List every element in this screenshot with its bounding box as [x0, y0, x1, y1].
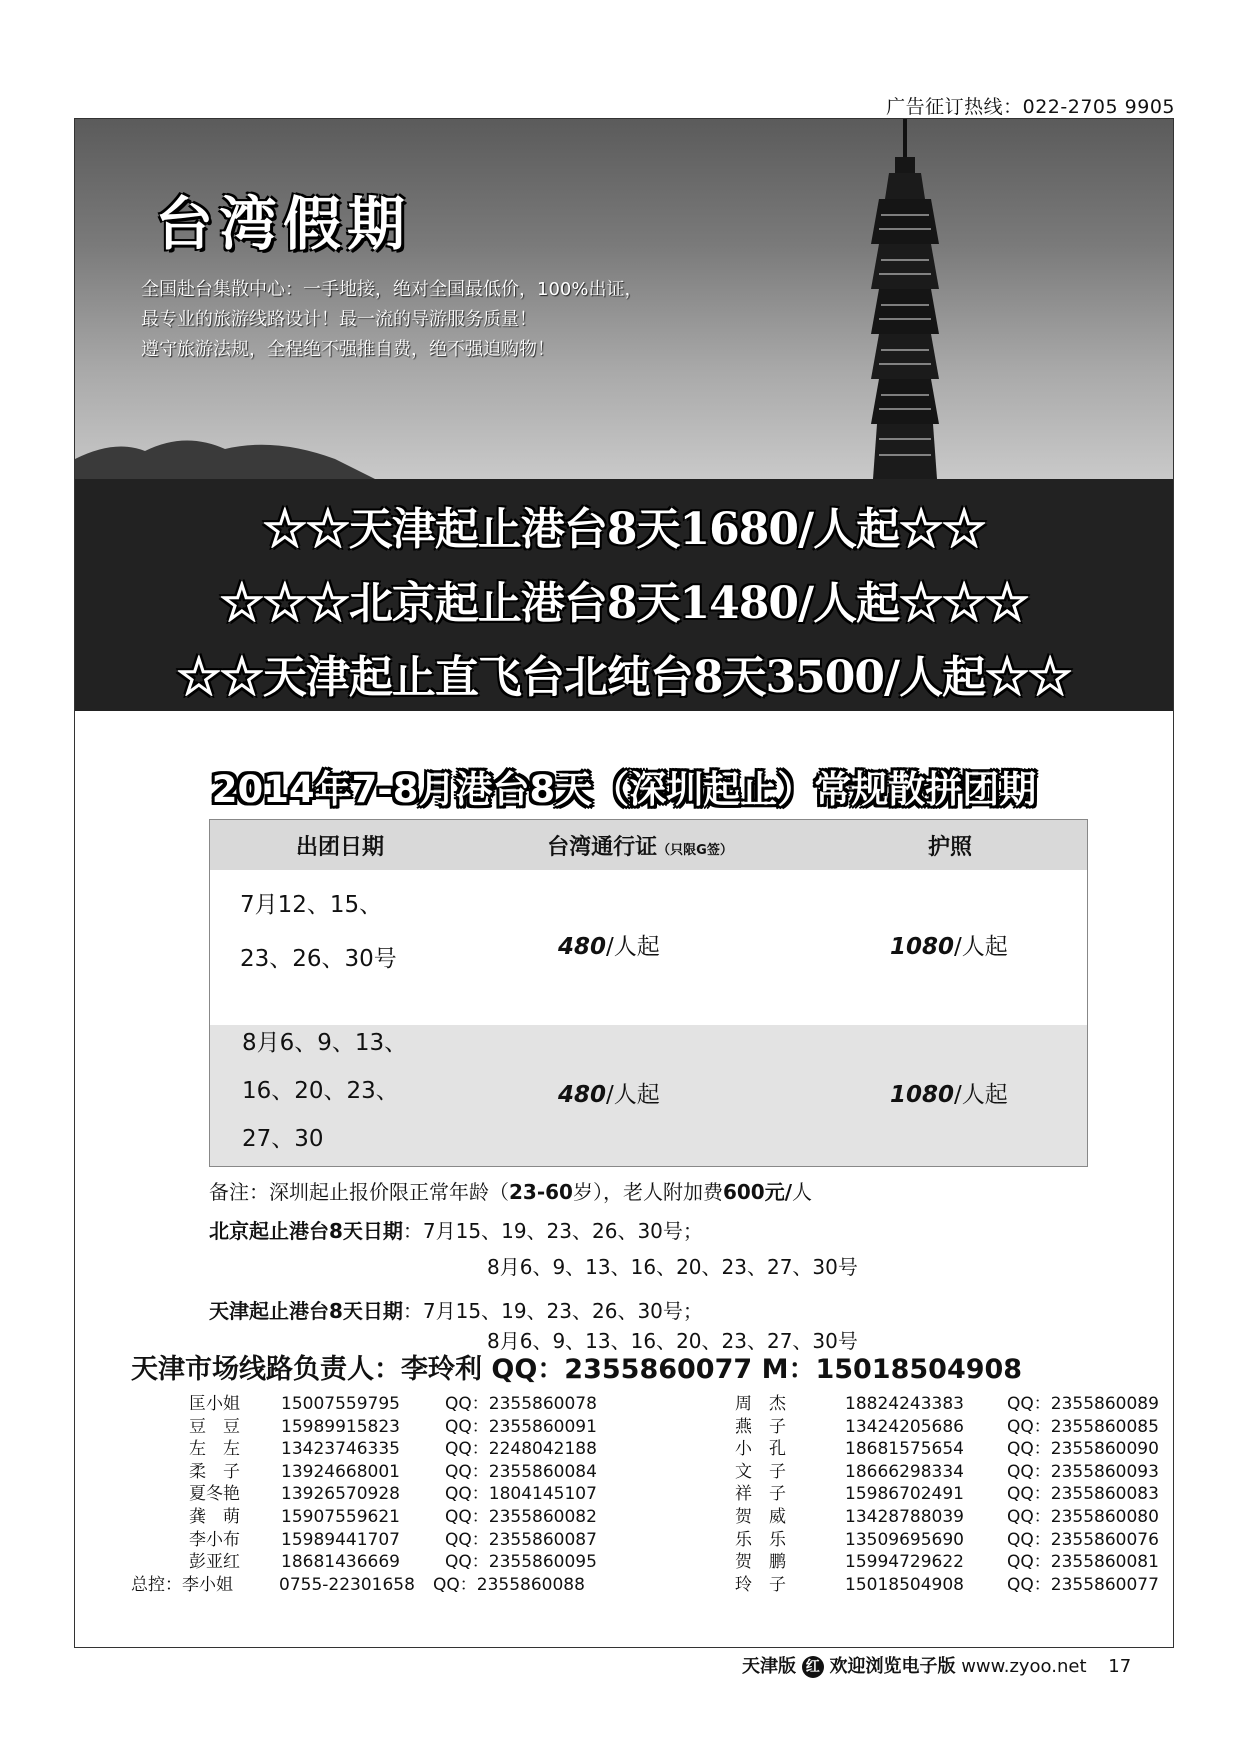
- contact-phone: 18824243383: [845, 1394, 964, 1414]
- permit-unit: /人起: [606, 934, 660, 960]
- contact-qq: QQ：2355860085: [1007, 1416, 1159, 1437]
- contact-name: 柔 子: [189, 1461, 240, 1482]
- header-permit-label: 台湾通行证: [547, 835, 658, 860]
- contact-qq: QQ：2355860087: [445, 1529, 597, 1550]
- hotline: 广告征订热线：022-2705 9905: [886, 96, 1175, 118]
- passport-price: [890, 1076, 1008, 1109]
- contact-name: 燕 子: [735, 1416, 786, 1437]
- contact-row: [735, 1483, 1159, 1506]
- beijing-dates: [209, 1215, 703, 1244]
- ad-frame: [74, 118, 1174, 1648]
- contact-phone: 13423746335: [281, 1439, 400, 1460]
- master-control-label: 总控：李小姐: [131, 1575, 233, 1595]
- contact-row: [735, 1393, 1159, 1416]
- beijing-dates-august: 8月6、9、13、16、20、23、27、30号: [487, 1255, 858, 1279]
- contact-row: [189, 1551, 597, 1574]
- contact-qq: QQ：2355860089: [1007, 1394, 1159, 1414]
- date-line: 27、30: [242, 1126, 324, 1152]
- contact-name: 文 子: [735, 1461, 786, 1482]
- contact-row: [735, 1438, 1159, 1461]
- date-line: 8月6、9、13、: [242, 1030, 408, 1056]
- permit-price: [558, 928, 660, 961]
- header-permit-note: （只限G签）: [657, 843, 733, 858]
- master-control-phone: 0755-22301658: [279, 1575, 415, 1595]
- contact-qq: QQ：2355860076: [1007, 1529, 1159, 1550]
- contact-row: [735, 1551, 1159, 1574]
- contact-name: 李小布: [189, 1529, 240, 1550]
- hero-slogans: [141, 275, 642, 365]
- hero-slogan: 遵守旅游法规，全程绝不强推自费，绝不强迫购物！: [141, 339, 555, 360]
- contact-row: [189, 1483, 597, 1506]
- contact-qq: QQ：2355860095: [445, 1552, 597, 1573]
- contact-qq: QQ：2355860078: [445, 1394, 597, 1414]
- contact-qq: QQ：2248042188: [445, 1439, 597, 1460]
- contacts-left: [189, 1393, 597, 1574]
- contact-phone: 13926570928: [281, 1484, 400, 1505]
- contact-name: 夏冬艳: [189, 1484, 240, 1505]
- contact-qq: QQ：2355860090: [1007, 1439, 1159, 1460]
- contact-qq: QQ：2355860081: [1007, 1552, 1159, 1573]
- footer-welcome: 欢迎浏览电子版: [829, 1656, 956, 1677]
- contact-phone: 18681575654: [845, 1439, 964, 1460]
- contact-name: 豆 豆: [189, 1416, 240, 1437]
- contact-qq: QQ：1804145107: [445, 1484, 597, 1505]
- promo-line: ☆☆☆北京起止港台8天1480/人起☆☆☆: [219, 578, 1029, 629]
- contact-qq: QQ：2355860080: [1007, 1506, 1159, 1527]
- promo-line: ☆☆天津起止直飞台北纯台8天3500/人起☆☆: [176, 652, 1072, 703]
- contact-row: [735, 1461, 1159, 1484]
- tianjin-dates-label: 天津起止港台8天日期: [209, 1299, 403, 1323]
- footer: [742, 1652, 1131, 1678]
- contact-phone: 15007559795: [281, 1394, 400, 1414]
- contact-name: 玲 子: [735, 1574, 786, 1595]
- row-dates: [240, 878, 397, 986]
- permit-amount: 480: [558, 934, 607, 960]
- header-permit: [490, 830, 790, 861]
- contact-phone: 15994729622: [845, 1552, 964, 1573]
- passport-amount: 1080: [890, 1082, 955, 1108]
- footer-seal: 红: [802, 1656, 824, 1678]
- remark-text: 岁），老人附加费: [572, 1180, 723, 1204]
- table-row: [210, 1025, 1087, 1166]
- permit-unit: /人起: [606, 1082, 660, 1108]
- table-header: [210, 820, 1087, 870]
- permit-price: [558, 1076, 660, 1109]
- contact-phone: 13424205686: [845, 1416, 964, 1437]
- contact-qq: QQ：2355860093: [1007, 1461, 1159, 1482]
- schedule-table: [209, 819, 1088, 1167]
- contact-row: [735, 1529, 1159, 1552]
- contact-qq: QQ：2355860091: [445, 1416, 597, 1437]
- hero-slogan: 全国赴台集散中心：一手地接，绝对全国最低价，100%出证，: [141, 279, 643, 300]
- footer-edition: 天津版: [742, 1656, 796, 1677]
- contact-name: 龚 萌: [189, 1506, 240, 1527]
- tianjin-dates-july: ：7月15、19、23、26、30号；: [402, 1299, 703, 1323]
- contact-phone: 15989915823: [281, 1416, 400, 1437]
- contact-name: 贺 威: [735, 1506, 786, 1527]
- contact-name: 左 左: [189, 1439, 240, 1460]
- permit-amount: 480: [558, 1082, 607, 1108]
- contact-row: [189, 1438, 597, 1461]
- contact-name: 贺 鹏: [735, 1552, 786, 1573]
- passport-unit: /人起: [954, 934, 1008, 960]
- contact-phone: 13924668001: [281, 1461, 400, 1482]
- hero-slogan: 最专业的旅游线路设计！最一流的导游服务质量！: [141, 309, 537, 330]
- contact-phone: 15986702491: [845, 1484, 964, 1505]
- page-number: 17: [1108, 1656, 1132, 1677]
- contact-phone: 18666298334: [845, 1461, 964, 1482]
- beijing-dates-label: 北京起止港台8天日期: [209, 1219, 403, 1243]
- contact-qq: QQ：2355860084: [445, 1461, 597, 1482]
- footer-site: www.zyoo.net: [961, 1656, 1087, 1677]
- remark-age: 23-60: [509, 1180, 573, 1204]
- contact-name: 彭亚红: [189, 1552, 240, 1573]
- contact-phone: 15907559621: [281, 1506, 400, 1527]
- contact-row: [189, 1529, 597, 1552]
- contact-name: 祥 子: [735, 1484, 786, 1505]
- contact-name: 周 杰: [735, 1394, 786, 1414]
- remark-fee: 600元/: [722, 1180, 793, 1204]
- row-dates: [242, 1019, 407, 1163]
- contact-phone: 18681436669: [281, 1552, 400, 1573]
- tianjin-dates-august: 8月6、9、13、16、20、23、27、30号: [487, 1329, 858, 1353]
- contact-phone: 13428788039: [845, 1506, 964, 1527]
- remark-line: [209, 1176, 812, 1205]
- date-line: 16、20、23、: [242, 1078, 399, 1104]
- header-date: 出团日期: [295, 835, 384, 860]
- contact-qq: QQ：2355860082: [445, 1506, 597, 1527]
- master-control: [131, 1574, 651, 1597]
- contact-row: [189, 1506, 597, 1529]
- contact-name: 匡小姐: [189, 1394, 240, 1414]
- contact-qq: QQ：2355860077: [1007, 1574, 1159, 1595]
- tower-illustration: [845, 119, 965, 479]
- tianjin-dates: [209, 1295, 703, 1324]
- passport-amount: 1080: [890, 934, 955, 960]
- passport-unit: /人起: [954, 1082, 1008, 1108]
- contact-row: [735, 1506, 1159, 1529]
- contact-row: [735, 1574, 1159, 1597]
- header-passport: 护照: [927, 835, 972, 860]
- contact-name: 小 孔: [735, 1439, 786, 1460]
- passport-price: [890, 928, 1008, 961]
- hero-banner: [75, 119, 1173, 479]
- contact-row: [735, 1416, 1159, 1439]
- contact-name: 乐 乐: [735, 1529, 786, 1550]
- date-line: 7月12、15、: [240, 892, 383, 918]
- contact-head: 天津市场线路负责人：李玲利 QQ：2355860077 M：15018504908: [131, 1354, 1023, 1385]
- contact-row: [189, 1393, 597, 1416]
- schedule-title: 2014年7-8月港台8天（深圳起止）常规散拼团期: [211, 768, 1037, 811]
- date-line: 23、26、30号: [240, 946, 397, 972]
- contact-phone: 15989441707: [281, 1529, 400, 1550]
- promo-band: [75, 479, 1173, 711]
- hero-title: 台湾假期: [155, 190, 412, 258]
- contact-row: [189, 1461, 597, 1484]
- contact-row: [189, 1416, 597, 1439]
- remark-text: 备注：深圳起止报价限正常年龄（: [209, 1180, 509, 1204]
- contacts-right: [735, 1393, 1159, 1596]
- master-control-qq: QQ：2355860088: [433, 1575, 585, 1595]
- beijing-dates-july: ：7月15、19、23、26、30号；: [402, 1219, 703, 1243]
- hills-silhouette: [75, 419, 1173, 479]
- remark-text: 人: [792, 1180, 813, 1204]
- contact-qq: QQ：2355860083: [1007, 1484, 1159, 1505]
- promo-line: ☆☆天津起止港台8天1680/人起☆☆: [262, 504, 986, 555]
- contact-phone: 15018504908: [845, 1574, 964, 1595]
- contact-phone: 13509695690: [845, 1529, 964, 1550]
